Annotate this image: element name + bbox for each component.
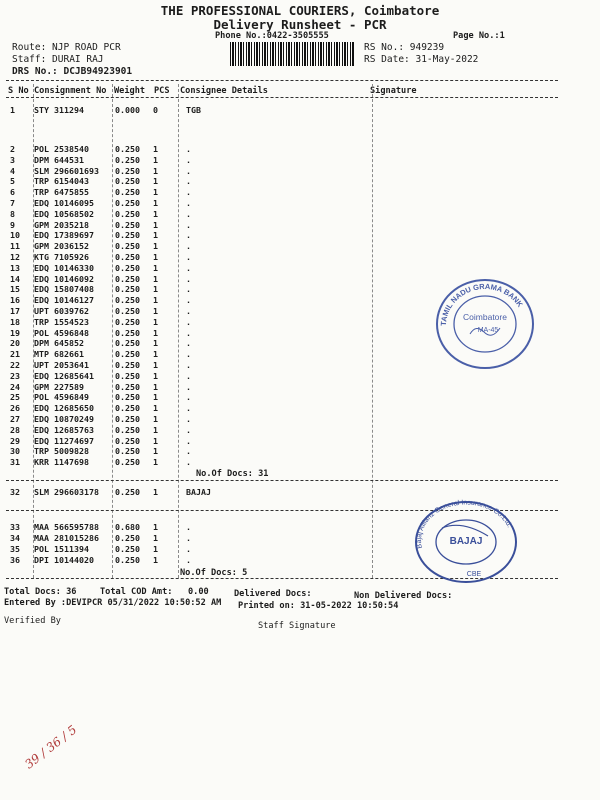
row-pcs: 1 (153, 555, 158, 565)
table-row (0, 187, 600, 198)
row-details: . (186, 522, 191, 532)
divider (6, 80, 558, 81)
no-of-docs-1: No.Of Docs: 31 (196, 469, 269, 479)
table-row (0, 155, 600, 166)
row-consignment: MAA 566595788 (34, 522, 99, 532)
row-weight: 0.250 (115, 370, 140, 381)
row-details: . (186, 316, 191, 327)
total-cod-value: 0.00 (188, 587, 209, 597)
row-consignment: EDQ 10146092 (34, 273, 94, 284)
row-sno: 5 (10, 176, 15, 187)
row-details: . (186, 414, 191, 424)
row-pcs: 1 (153, 403, 158, 414)
row-pcs: 1 (153, 262, 158, 273)
col-signature: Signature (370, 86, 417, 96)
row-details: . (186, 544, 191, 554)
row-details: . (186, 176, 191, 187)
row-consignment: UPT 6039762 (34, 306, 89, 316)
table-row (0, 446, 600, 457)
row-pcs: 1 (153, 187, 158, 198)
row-consignment: EDQ 10146127 (34, 295, 94, 306)
row-sno: 17 (10, 306, 20, 316)
row-sno: 6 (10, 187, 15, 198)
table-row (0, 392, 600, 403)
row-weight: 0.250 (115, 316, 140, 327)
divider (6, 97, 558, 98)
table-row (0, 436, 600, 447)
company-name: THE PROFESSIONAL COURIERS, Coimbatore (160, 3, 440, 18)
row-sno: 12 (10, 252, 20, 262)
phone-number: Phone No.:0422-3505555 (215, 31, 329, 41)
row-weight: 0.250 (115, 414, 140, 424)
row-sno: 36 (10, 555, 20, 565)
row-details: . (186, 424, 191, 435)
row-consignment: MAA 281015286 (34, 533, 99, 543)
row-pcs: 1 (153, 544, 158, 554)
row-pcs: 1 (153, 219, 158, 230)
row-pcs: 1 (153, 327, 158, 338)
row-consignment: POL 4596848 (34, 327, 89, 338)
bank-stamp-center: Coimbatore (463, 312, 507, 322)
row-sno: 4 (10, 165, 15, 176)
row-details: TGB (186, 105, 201, 115)
row-sno: 23 (10, 370, 20, 381)
row-pcs: 1 (153, 230, 158, 241)
table-row (0, 425, 600, 436)
row-details: . (186, 198, 191, 208)
entered-by: Entered By :DEVIPCR 05/31/2022 10:50:52 AM (4, 598, 222, 608)
row-consignment: SLM 296603178 (34, 487, 99, 497)
row-sno: 15 (10, 284, 20, 295)
bajaj-stamp (412, 498, 520, 584)
bajaj-stamp-signature-icon (442, 525, 488, 536)
row-details: . (186, 435, 191, 446)
row-weight: 0.250 (115, 154, 140, 165)
sheet-title: Delivery Runsheet - PCR (213, 17, 387, 32)
staff: Staff: DURAI RAJ (12, 54, 104, 65)
row-consignment: GPM 2035218 (34, 219, 89, 230)
row-pcs: 1 (153, 424, 158, 435)
row-weight: 0.250 (115, 208, 140, 219)
row-pcs: 1 (153, 165, 158, 176)
total-cod-label: Total COD Amt: (100, 587, 173, 597)
row-weight: 0.250 (115, 327, 140, 338)
row-weight: 0.250 (115, 144, 140, 154)
row-pcs: 1 (153, 176, 158, 187)
row-sno: 29 (10, 435, 20, 446)
row-consignment: SLM 296601693 (34, 165, 99, 176)
staff-signature: Staff Signature (258, 621, 336, 631)
row-pcs: 1 (153, 435, 158, 446)
row-weight: 0.250 (115, 284, 140, 295)
row-details: . (186, 306, 191, 316)
table-row (0, 263, 600, 274)
row-sno: 9 (10, 219, 15, 230)
row-consignment: DPM 644531 (34, 154, 84, 165)
row-consignment: EDQ 10870249 (34, 414, 94, 424)
row-consignment: TRP 5009828 (34, 446, 89, 457)
row-sno: 11 (10, 241, 20, 252)
row-consignment: EDQ 11274697 (34, 435, 94, 446)
row-weight: 0.250 (115, 381, 140, 392)
row-consignment: STY 311294 (34, 105, 84, 115)
row-pcs: 1 (153, 198, 158, 208)
row-weight: 0.250 (115, 446, 140, 457)
row-weight: 0.250 (115, 349, 140, 360)
row-pcs: 1 (153, 414, 158, 424)
row-weight: 0.250 (115, 295, 140, 306)
row-details: . (186, 219, 191, 230)
row-details: . (186, 252, 191, 262)
table-row (0, 241, 600, 252)
row-pcs: 1 (153, 306, 158, 316)
table-row (0, 144, 600, 155)
row-consignment: TRP 6154043 (34, 176, 89, 187)
non-delivered-docs: Non Delivered Docs: (354, 591, 453, 601)
row-sno: 25 (10, 392, 20, 403)
row-consignment: EDQ 12685763 (34, 424, 94, 435)
row-sno: 3 (10, 154, 15, 165)
table-row (0, 414, 600, 425)
row-pcs: 1 (153, 370, 158, 381)
row-weight: 0.250 (115, 555, 140, 565)
row-details: . (186, 533, 191, 543)
table-row (0, 220, 600, 231)
row-sno: 26 (10, 403, 20, 414)
bajaj-stamp-center: BAJAJ (449, 536, 483, 547)
table-row (0, 403, 600, 414)
row-consignment: UPT 2053641 (34, 360, 89, 370)
row-details: . (186, 262, 191, 273)
row-details: . (186, 360, 191, 370)
verified-by: Verified By (4, 616, 61, 626)
row-weight: 0.250 (115, 403, 140, 414)
row-details: . (186, 446, 191, 457)
row-weight: 0.250 (115, 252, 140, 262)
row-weight: 0.250 (115, 487, 140, 497)
row-sno: 19 (10, 327, 20, 338)
row-details: . (186, 295, 191, 306)
row-details: . (186, 403, 191, 414)
row-details: . (186, 457, 191, 468)
row-sno: 7 (10, 198, 15, 208)
drs-number: DRS No.: DCJB94923901 (12, 66, 133, 77)
table-row (0, 176, 600, 187)
row-details: . (186, 144, 191, 154)
row-sno: 33 (10, 522, 20, 532)
row-details: . (186, 187, 191, 198)
row-weight: 0.250 (115, 457, 140, 468)
printed-on: Printed on: 31-05-2022 10:50:54 (238, 601, 399, 611)
row-consignment: EDQ 15807408 (34, 284, 94, 295)
rs-date: RS Date: 31-May-2022 (364, 54, 479, 65)
row-sno: 24 (10, 381, 20, 392)
row-consignment: MTP 682661 (34, 349, 84, 360)
row-sno: 30 (10, 446, 20, 457)
table-row (0, 166, 600, 177)
row-details: . (186, 555, 191, 565)
row-weight: 0.250 (115, 219, 140, 230)
row-details: . (186, 381, 191, 392)
row-pcs: 1 (153, 241, 158, 252)
row-weight: 0.250 (115, 273, 140, 284)
delivered-docs: Delivered Docs: (234, 589, 312, 599)
row-pcs: 1 (153, 144, 158, 154)
table-row (0, 457, 600, 468)
row-details: . (186, 349, 191, 360)
row-details: . (186, 273, 191, 284)
row-weight: 0.250 (115, 187, 140, 198)
row-sno: 22 (10, 360, 20, 370)
row-weight: 0.250 (115, 360, 140, 370)
row-weight: 0.250 (115, 230, 140, 241)
row-sno: 2 (10, 144, 15, 154)
row-sno: 18 (10, 316, 20, 327)
row-details: BAJAJ (186, 487, 211, 497)
row-sno: 31 (10, 457, 20, 468)
row-consignment: EDQ 12685641 (34, 370, 94, 381)
row-consignment: POL 1511394 (34, 544, 89, 554)
row-weight: 0.250 (115, 533, 140, 543)
row-weight: 0.250 (115, 306, 140, 316)
row-details: . (186, 327, 191, 338)
row-details: . (186, 230, 191, 241)
row-weight: 0.250 (115, 241, 140, 252)
col-sno: S No (8, 86, 29, 96)
col-weight: Weight (114, 86, 146, 96)
bank-stamp (432, 274, 538, 370)
row-weight: 0.000 (115, 105, 140, 115)
row-consignment: TRP 1554523 (34, 316, 89, 327)
row-sno: 16 (10, 295, 20, 306)
row-sno: 21 (10, 349, 20, 360)
row-pcs: 1 (153, 381, 158, 392)
bank-stamp-sub: MA-45 (477, 327, 499, 334)
row-weight: 0.250 (115, 435, 140, 446)
row-pcs: 1 (153, 533, 158, 543)
row-pcs: 1 (153, 522, 158, 532)
rs-number: RS No.: 949239 (364, 42, 445, 53)
row-sno: 14 (10, 273, 20, 284)
row-pcs: 1 (153, 457, 158, 468)
row-consignment: DPI 10144020 (34, 555, 94, 565)
row-sno: 35 (10, 544, 20, 554)
row-sno: 32 (10, 487, 20, 497)
col-consignee-details: Consignee Details (180, 86, 268, 96)
table-row (0, 209, 600, 220)
row-sno: 27 (10, 414, 20, 424)
row-weight: 0.250 (115, 165, 140, 176)
no-of-docs-2: No.Of Docs: 5 (180, 568, 248, 578)
row-details: . (186, 154, 191, 165)
row-consignment: KRR 1147698 (34, 457, 89, 468)
row-pcs: 1 (153, 349, 158, 360)
table-row (0, 230, 600, 241)
table-row (0, 198, 600, 209)
row-details: . (186, 338, 191, 349)
table-row (0, 382, 600, 393)
row-details: . (186, 370, 191, 381)
row-consignment: GPM 227589 (34, 381, 84, 392)
row-details: . (186, 284, 191, 295)
row-weight: 0.250 (115, 544, 140, 554)
row-weight: 0.680 (115, 522, 140, 532)
table-row (0, 487, 600, 498)
row-sno: 1 (10, 105, 15, 115)
divider (6, 480, 558, 481)
row-sno: 8 (10, 208, 15, 219)
row-sno: 20 (10, 338, 20, 349)
row-consignment: POL 4596849 (34, 392, 89, 403)
row-consignment: EDQ 10146095 (34, 198, 94, 208)
row-details: . (186, 208, 191, 219)
row-consignment: TRP 6475855 (34, 187, 89, 198)
row-consignment: KTG 7105926 (34, 252, 89, 262)
col-consignment: Consignment No (34, 86, 107, 96)
row-pcs: 1 (153, 154, 158, 165)
bajaj-stamp-sub: CBE (466, 571, 482, 578)
row-weight: 0.250 (115, 176, 140, 187)
col-pcs: PCS (154, 86, 170, 96)
handwritten-note: 39 / 36 / 5 (22, 722, 80, 772)
table-row (0, 371, 600, 382)
row-pcs: 1 (153, 284, 158, 295)
row-pcs: 0 (153, 105, 158, 115)
row-sno: 13 (10, 262, 20, 273)
row-consignment: GPM 2036152 (34, 241, 89, 252)
bank-stamp-ring-text: TAMIL NADU GRAMA BANK (438, 281, 525, 327)
row-consignment: EDQ 17389697 (34, 230, 94, 241)
row-pcs: 1 (153, 487, 158, 497)
row-sno: 28 (10, 424, 20, 435)
row-consignment: EDQ 10568502 (34, 208, 94, 219)
row-pcs: 1 (153, 360, 158, 370)
bajaj-stamp-ring-text: Bajaj Allianz General Insurance Co.Ltd. (415, 499, 513, 549)
row-details: . (186, 392, 191, 403)
page-number: Page No.:1 (453, 31, 505, 41)
row-pcs: 1 (153, 295, 158, 306)
row-consignment: EDQ 12685650 (34, 403, 94, 414)
row-pcs: 1 (153, 316, 158, 327)
row-details: . (186, 165, 191, 176)
barcode (230, 42, 354, 66)
row-pcs: 1 (153, 446, 158, 457)
row-sno: 34 (10, 533, 20, 543)
row-details: . (186, 241, 191, 252)
row-pcs: 1 (153, 392, 158, 403)
row-sno: 10 (10, 230, 20, 241)
row-weight: 0.250 (115, 262, 140, 273)
table-row (0, 252, 600, 263)
table-row (0, 105, 600, 116)
row-pcs: 1 (153, 208, 158, 219)
row-weight: 0.250 (115, 198, 140, 208)
row-consignment: EDQ 10146330 (34, 262, 94, 273)
row-consignment: POL 2538540 (34, 144, 89, 154)
row-consignment: DPM 645852 (34, 338, 84, 349)
row-weight: 0.250 (115, 424, 140, 435)
row-pcs: 1 (153, 273, 158, 284)
row-weight: 0.250 (115, 338, 140, 349)
total-docs: Total Docs: 36 (4, 587, 77, 597)
row-pcs: 1 (153, 252, 158, 262)
row-weight: 0.250 (115, 392, 140, 403)
route: Route: NJP ROAD PCR (12, 42, 121, 53)
row-pcs: 1 (153, 338, 158, 349)
